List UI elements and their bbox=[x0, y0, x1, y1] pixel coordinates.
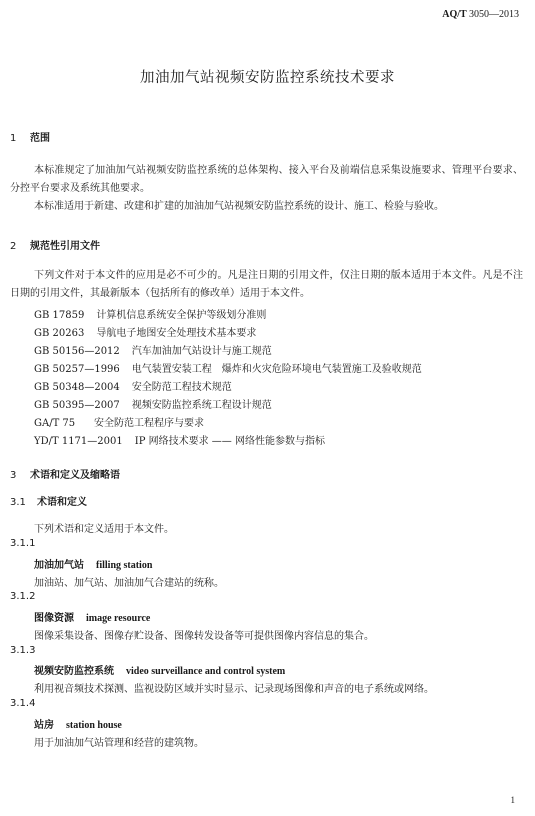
reference-item bbox=[34, 378, 232, 393]
standard-number: 3050—2013 bbox=[469, 9, 519, 20]
term-definition: 加油站、加气站、加油加气合建站的统称。 bbox=[34, 578, 224, 589]
document-title: 加油加气站视频安防监控系统技术要求 bbox=[140, 70, 395, 86]
standard-code: AQ/T bbox=[442, 9, 467, 20]
term-english: video surveillance and control system bbox=[126, 666, 286, 677]
reference-item bbox=[34, 396, 272, 411]
term-number: 3.1.4 bbox=[10, 698, 36, 709]
reference-item bbox=[34, 324, 256, 339]
section-number: 3 bbox=[10, 470, 17, 481]
term-chinese: 图像资源 bbox=[34, 613, 74, 624]
term-english: filling station bbox=[96, 560, 153, 571]
section-1-paragraph-2: 本标准适用于新建、改建和扩建的加油加气站视频安防监控系统的设计、施工、检验与验收。 bbox=[34, 201, 444, 212]
reference-title: 安全防范工程程序与要求 bbox=[94, 418, 204, 429]
reference-code: GB 50257—1996 bbox=[34, 364, 120, 375]
term-english: image resource bbox=[86, 613, 151, 624]
term-heading bbox=[34, 716, 122, 731]
section-1-paragraph-1: 本标准规定了加油加气站视频安防监控系统的总体架构、接入平台及前端信息采集设施要求、管理平台要求、分控平台要求及系统其他要求。 bbox=[10, 165, 523, 194]
term-chinese: 视频安防监控系统 bbox=[34, 666, 114, 677]
section-2-heading bbox=[10, 237, 100, 252]
reference-item bbox=[34, 360, 422, 375]
reference-title: 视频安防监控系统工程设计规范 bbox=[131, 400, 272, 411]
section-3-heading bbox=[10, 466, 120, 481]
section-number: 1 bbox=[10, 133, 17, 144]
reference-item bbox=[34, 306, 266, 321]
term-heading bbox=[34, 662, 285, 677]
term-number: 3.1.3 bbox=[10, 645, 36, 656]
reference-code: GA/T 75 bbox=[34, 418, 76, 429]
term-definition: 利用视音频技术探测、监视设防区域并实时显示、记录现场图像和声音的电子系统或网络。 bbox=[34, 684, 434, 695]
term-definition: 图像采集设备、图像存贮设备、图像转发设备等可提供图像内容信息的集合。 bbox=[34, 631, 374, 642]
section-title: 范围 bbox=[30, 133, 50, 144]
section-1-heading bbox=[10, 129, 50, 144]
subsection-number: 3.1 bbox=[10, 497, 26, 508]
standard-header bbox=[442, 9, 519, 20]
term-definition: 用于加油加气站管理和经营的建筑物。 bbox=[34, 738, 204, 749]
reference-item bbox=[34, 432, 325, 447]
section-title: 规范性引用文件 bbox=[30, 241, 100, 252]
term-chinese: 加油加气站 bbox=[34, 560, 84, 571]
term-heading bbox=[34, 556, 152, 571]
subsection-3-1-heading bbox=[10, 493, 87, 508]
term-heading bbox=[34, 609, 150, 624]
reference-title: 安全防范工程技术规范 bbox=[131, 382, 232, 393]
term-number: 3.1.1 bbox=[10, 538, 36, 549]
subsection-title: 术语和定义 bbox=[37, 497, 87, 508]
reference-title: IP 网络技术要求 —— 网络性能参数与指标 bbox=[134, 436, 325, 447]
page-number: 1 bbox=[510, 795, 515, 805]
reference-code: GB 50348—2004 bbox=[34, 382, 120, 393]
section-number: 2 bbox=[10, 241, 17, 252]
term-number: 3.1.2 bbox=[10, 591, 36, 602]
term-chinese: 站房 bbox=[34, 720, 54, 731]
section-2-paragraph: 下列文件对于本文件的应用是必不可少的。凡是注日期的引用文件，仅注日期的版本适用于本文件。凡是不注日期的引用文件，其最新版本（包括所有的修改单）适用于本文件。 bbox=[10, 270, 523, 299]
reference-title: 导航电子地图安全处理技术基本要求 bbox=[96, 328, 257, 339]
reference-title: 计算机信息系统安全保护等级划分准则 bbox=[96, 310, 267, 321]
term-english: station house bbox=[66, 720, 122, 731]
reference-item bbox=[34, 342, 272, 357]
reference-title: 汽车加油加气站设计与施工规范 bbox=[131, 346, 272, 357]
reference-code: YD/T 1171—2001 bbox=[34, 436, 123, 447]
section-title: 术语和定义及缩略语 bbox=[30, 470, 120, 481]
reference-code: GB 20263 bbox=[34, 328, 85, 339]
reference-title: 电气装置安装工程 爆炸和火灾危险环境电气装置施工及验收规范 bbox=[131, 364, 422, 375]
reference-code: GB 50395—2007 bbox=[34, 400, 120, 411]
reference-item bbox=[34, 414, 204, 429]
subsection-intro: 下列术语和定义适用于本文件。 bbox=[34, 524, 174, 535]
reference-code: GB 50156—2012 bbox=[34, 346, 120, 357]
reference-code: GB 17859 bbox=[34, 310, 85, 321]
